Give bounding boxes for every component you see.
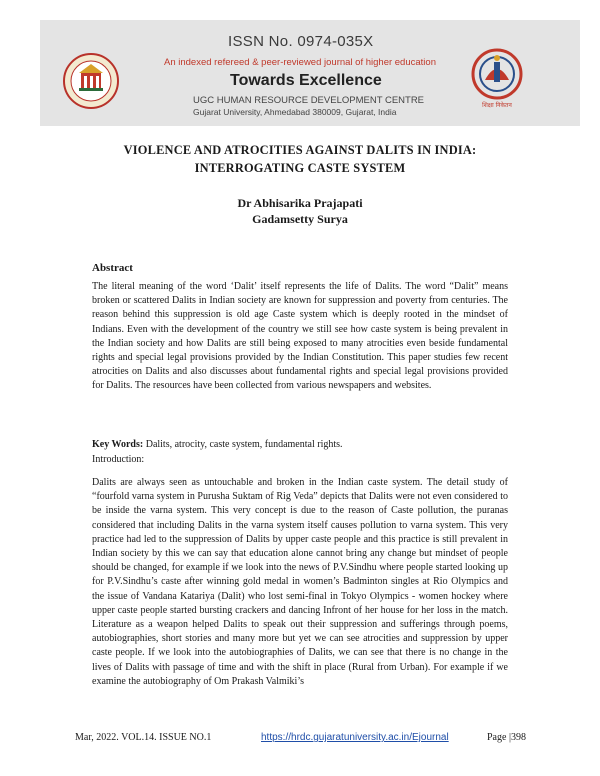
publisher-address: Gujarat University, Ahmedabad 380009, Gujarat, India	[193, 107, 397, 117]
introduction-paragraph: Dalits are always seen as untouchable and broken in the Indian caste system. The detail study of “fourfold varna system in Purusha Suktam of Rig Veda” depicts that Dalits were not even considered to be inside the varna system. This very concept is due to the reason of Caste pollution, the puranas considered that including Dalits in the varna system itself causes pollution to varna system. This very practice had led to the suppression of Dalits by upper caste people and this practice is still prevalent in Indian society by this we can say that education alone cannot bring any change but mindset of people should be changed, for example if we look into the news of P.V.Sindhu where people started looking up for P.V.Sindhu’s caste after winning gold medal in women’s Badminton singles at Rio Olympics and the issue of Vandana Katariya (Dalit) who lost semi-final in Tokyo Olympics - women hockey where upper caste people started bursting crackers and dancing Infront of her house for her loss in the match. Literature as a weapon helped Dalits to speak out their suppression and sufferings through poems, autobiographies, short stories and many more but yet we can see atrocities and suppression by upper caste people. If we look into the autobiographies of Dalits, we can see that there is no change in the lives of Dalits with passage of time and with the shift in place (Rural from Urban). For example if we examine the autobiography of Om Prakash Valmiki’s	[92, 477, 508, 687]
abstract-paragraph: The literal meaning of the word ‘Dalit’ itself represents the life of Dalits. The word “Dalit” means broken or scattered Dalits in Indian society are known for suppression and poverty from centuries. The reason behind this suppression is old age Caste system which is deeply rooted in the mindset of Indians. Even with the development of the country we still see how caste system is being prevalent in the Indian society and how Dalits are still being exposed to many atrocities even beside fundamental rights and special legal provisions provided by the Indian Constitution. This paper studies few recent atrocities on Dalits and also discusses about fundamental rights and special legal provisions provided for Dalits. The resources have been collected from various newspapers and websites.	[92, 281, 508, 392]
ugc-logo-caption: शिक्षा निकेतन	[482, 102, 512, 109]
author-2: Gadamsetty Surya	[252, 212, 348, 226]
issn-number: ISSN No. 0974-035X	[228, 33, 374, 50]
title-line-2: INTERROGATING CASTE SYSTEM	[194, 161, 406, 175]
publishing-centre: UGC HUMAN RESOURCE DEVELOPMENT CENTRE	[193, 95, 425, 106]
abstract-heading: Abstract	[92, 262, 133, 274]
keywords-label: Key Words:	[92, 439, 144, 450]
footer-issue: Mar, 2022. VOL.14. ISSUE NO.1	[75, 732, 212, 743]
article-title	[60, 141, 540, 177]
author-1: Dr Abhisarika Prajapati	[237, 196, 363, 210]
footer-journal-link[interactable]: https://hrdc.gujaratuniversity.ac.in/Ejournal	[261, 732, 449, 743]
introduction-heading: Introduction:	[92, 454, 145, 465]
keywords-text: Dalits, atrocity, caste system, fundamental rights.	[143, 439, 343, 450]
journal-name: Towards Excellence	[230, 72, 382, 89]
title-line-1: VIOLENCE AND ATROCITIES AGAINST DALITS IN INDIA:	[123, 143, 477, 157]
university-seal-logo	[62, 52, 120, 110]
journal-tagline: An indexed refereed & peer-reviewed journal of higher education	[164, 57, 436, 68]
keywords-line	[92, 439, 508, 450]
footer-page-number: Page |398	[487, 732, 526, 743]
